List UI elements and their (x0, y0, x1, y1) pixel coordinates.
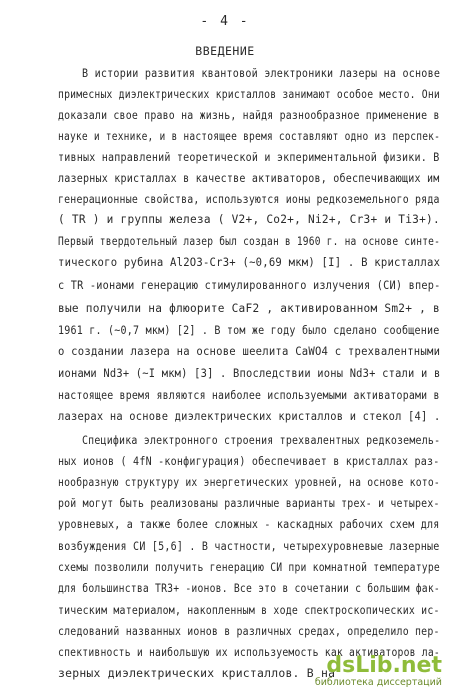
text-line: Первый твердотельный лазер был создан в 1960 г. на основе синте- (58, 234, 441, 248)
watermark-subtitle: библиотека диссертаций (314, 677, 442, 688)
text-line-formula: о создании лазера на основе шеелита CaWO4 с трехвалентными (58, 344, 441, 358)
text-line: спективность и наибольшую их используемость как активаторов ла- (58, 645, 440, 659)
text-line-formula: ионами Nd3+ (~I мкм) [3] . Впоследствии ионы Nd3+ стали и в (58, 366, 441, 380)
text-line: зерных диэлектрических кристаллов. В на (58, 666, 336, 680)
text-line: рой могут быть реализованы различные варианты трех- и четырех- (58, 496, 440, 510)
text-line: Специфика электронного строения трехвалентных редкоземель- (82, 433, 441, 447)
text-line: науке и технике, и в настоящее время составляют одно из перспек- (58, 129, 441, 143)
text-line-formula: с TR -ионами генерацию стимулированного излучения (СИ) впер- (58, 278, 441, 292)
watermark-logo: dsLib.net (326, 653, 442, 678)
text-line-formula: вые получили на флюорите CaF2 , активированном Sm2+ , в (58, 301, 440, 315)
text-line: генерационные свойства, используются ионы редкоземельного ряда (58, 192, 440, 206)
text-line-formula: ( TR ) и группы железа ( V2+, Co2+, Ni2+, Cr3+ и Ti3+). (58, 212, 440, 226)
text-line: уровневых, а также более сложных - каскадных рабочих схем для (58, 517, 440, 531)
text-line-formula: ных ионов ( 4fN -конфигурация) обеспечивает в кристаллах раз- (58, 454, 440, 468)
text-line-formula: тического рубина Al2O3-Cr3+ (~0,69 мкм) [I] . В кристаллах (58, 255, 441, 269)
text-line: лазерах на основе диэлектрических кристаллов и стекол [4] . (58, 409, 441, 423)
text-line: лазерных кристаллах в качестве активаторов, обеспечивающих им (58, 171, 440, 185)
watermark (315, 655, 442, 688)
text-line: возбуждения СИ [5,6] . В частности, четырехуровневые лазерные (58, 539, 440, 553)
section-heading: ВВЕДЕНИЕ (195, 44, 255, 58)
text-line: схемы позволили получить генерацию СИ при комнатной температуре (58, 560, 440, 574)
text-line: примесных диэлектрических кристаллов занимают особое место. Они (58, 87, 440, 101)
text-line: тическим материалом, накопленным в ходе спектроскопических ис- (58, 603, 440, 617)
text-line: доказали свое право на жизнь, найдя разнообразное применение в (58, 108, 440, 122)
page-number: - 4 - (200, 14, 250, 29)
text-line: тивных направлений теоретической и экпериментальной физики. В (58, 150, 440, 164)
text-line: 1961 г. (~0,7 мкм) [2] . В том же году было сделано сообщение (58, 323, 440, 337)
text-line: настоящее время являются наиболее используемыми активаторами в (58, 388, 440, 402)
text-line: следований названных ионов в различных средах, определило пер- (58, 624, 440, 638)
text-line-formula: для большинства TR3+ -ионов. Все это в сочетании с большим фак- (58, 581, 440, 595)
text-line: нообразную структуру их энергетических уровней, на основе кото- (58, 475, 440, 489)
text-line: В истории развития квантовой электроники лазеры на основе (82, 66, 441, 80)
